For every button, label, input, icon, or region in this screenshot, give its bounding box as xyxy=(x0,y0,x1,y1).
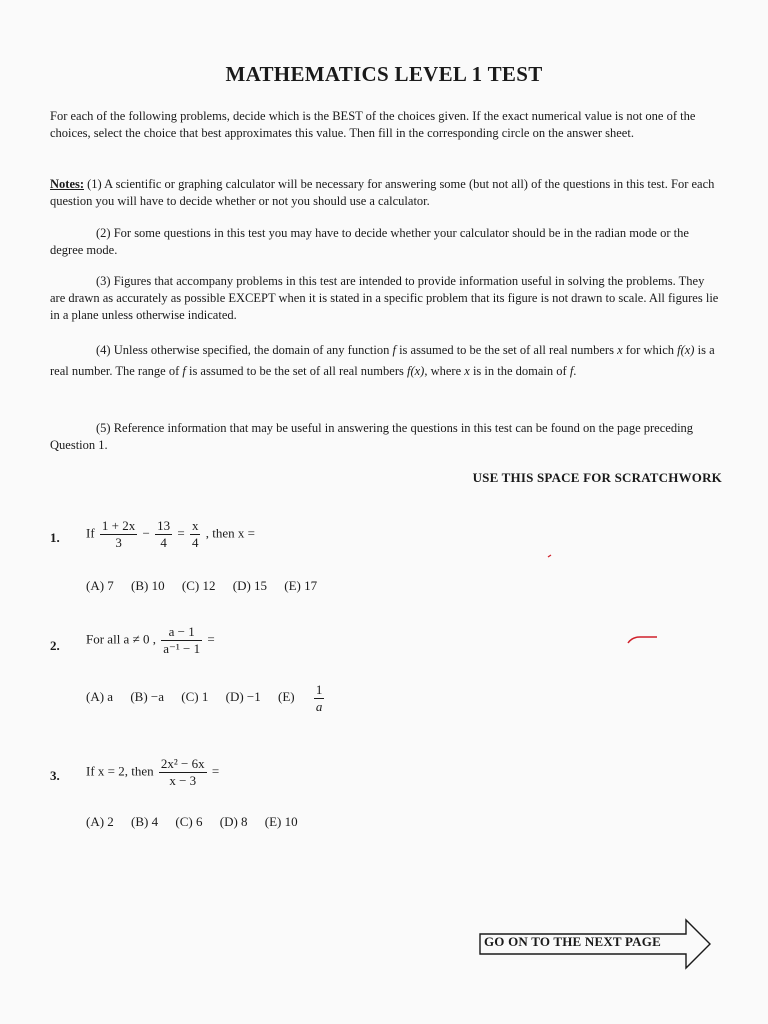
answer-choices xyxy=(86,814,312,830)
fraction: $\frac{1}{a}$ xyxy=(315,682,323,714)
fraction: $\frac{13}{4}$ xyxy=(157,518,171,550)
choice-e[interactable]: (E) 10 xyxy=(264,814,298,829)
question-2 xyxy=(50,624,550,724)
fraction: $\frac{x}{4}$ xyxy=(191,518,199,550)
choice-b[interactable]: (B) 10 xyxy=(131,578,165,593)
choice-e[interactable]: (E) $\frac{1}{a}$ xyxy=(278,689,352,704)
page-title: MATHEMATICS LEVEL 1 TEST xyxy=(225,62,543,86)
note-5: (5) Reference information that may be useful in answering the questions in this test can be found on the page preceding Question 1. xyxy=(50,421,694,452)
question-stem: If $\frac{1 + 2x}{3}$ − $\frac{13}{4}$ = $\frac{x}{4}$ , then x = xyxy=(86,518,255,550)
note-3: (3) Figures that accompany problems in this test are intended to provide information useful in solving the problems. They are drawn as accurately as possible EXCEPT when it is stated in a specific problem that its figure is not drawn to scale. All figures lie in a plane unless otherwise indicated. xyxy=(50,274,719,322)
question-stem: If x = 2, then $\frac{\text{2x² − 6x}}{x - 3}$ = xyxy=(86,756,220,788)
note-1 xyxy=(50,176,722,210)
pen-stroke-mark xyxy=(626,634,660,648)
note-1-text: (1) A scientific or graphing calculator will be necessary for answering some (but not all) of the questions in this test. For each question you will have to decide whether or not you should use a calculator. xyxy=(50,177,715,208)
choice-e[interactable]: (E) 17 xyxy=(284,578,318,593)
next-page-label[interactable]: GO ON TO THE NEXT PAGE xyxy=(484,934,661,949)
choice-d[interactable]: (D) 8 xyxy=(219,814,248,829)
choice-b[interactable]: (B) 4 xyxy=(131,814,159,829)
choice-d[interactable]: (D) −1 xyxy=(225,689,261,705)
choice-d[interactable]: (D) 15 xyxy=(232,578,268,593)
question-stem: For all a ≠ 0 , $\frac{a - 1}{\text{a⁻¹ − 1}}$ = xyxy=(86,624,215,656)
answer-choices xyxy=(86,578,331,594)
choice-a[interactable]: (A) 7 xyxy=(86,578,114,593)
choice-c[interactable]: (C) 6 xyxy=(175,814,203,829)
choice-a[interactable]: (A) 2 xyxy=(86,814,114,829)
fraction: $\frac{1 + 2x}{3}$ xyxy=(101,518,136,550)
question-1 xyxy=(50,518,550,598)
scratchwork-label: USE THIS SPACE FOR SCRATCHWORK xyxy=(472,470,722,485)
choice-a[interactable]: (A) a xyxy=(86,689,114,705)
instructions: For each of the following problems, decide which is the BEST of the choices given. If the exact numerical value is not one of the choices, select the choice that best approximates this value. Then fill in the corresponding circle on the answer sheet. xyxy=(50,109,696,140)
choice-c[interactable]: (C) 1 xyxy=(181,689,209,705)
notes-label: Notes: xyxy=(50,177,85,191)
question-number: 2. xyxy=(50,638,60,653)
choice-b[interactable]: (B) −a xyxy=(130,689,165,705)
question-number: 3. xyxy=(50,768,60,783)
choice-c[interactable]: (C) 12 xyxy=(181,578,216,593)
fraction: $\frac{\text{2x² − 6x}}{x - 3}$ xyxy=(160,756,205,788)
fraction: $\frac{a - 1}{\text{a⁻¹ − 1}}$ xyxy=(163,624,201,656)
function-f: f xyxy=(392,343,396,357)
pen-dot-mark xyxy=(546,553,554,559)
note-2: (2) For some questions in this test you may have to decide whether your calculator should be in the radian mode or the degree mode. xyxy=(50,226,689,257)
question-number: 1. xyxy=(50,530,60,545)
answer-choices xyxy=(86,682,366,715)
question-3 xyxy=(50,756,550,836)
note-4: (4) Unless otherwise specified, the domain of any function f is assumed to be the set of all real numbers x for which f(x) is a real number. The range of f is assumed to be the set of all real numbers f(x), where x is in the domain of f. xyxy=(50,343,715,378)
